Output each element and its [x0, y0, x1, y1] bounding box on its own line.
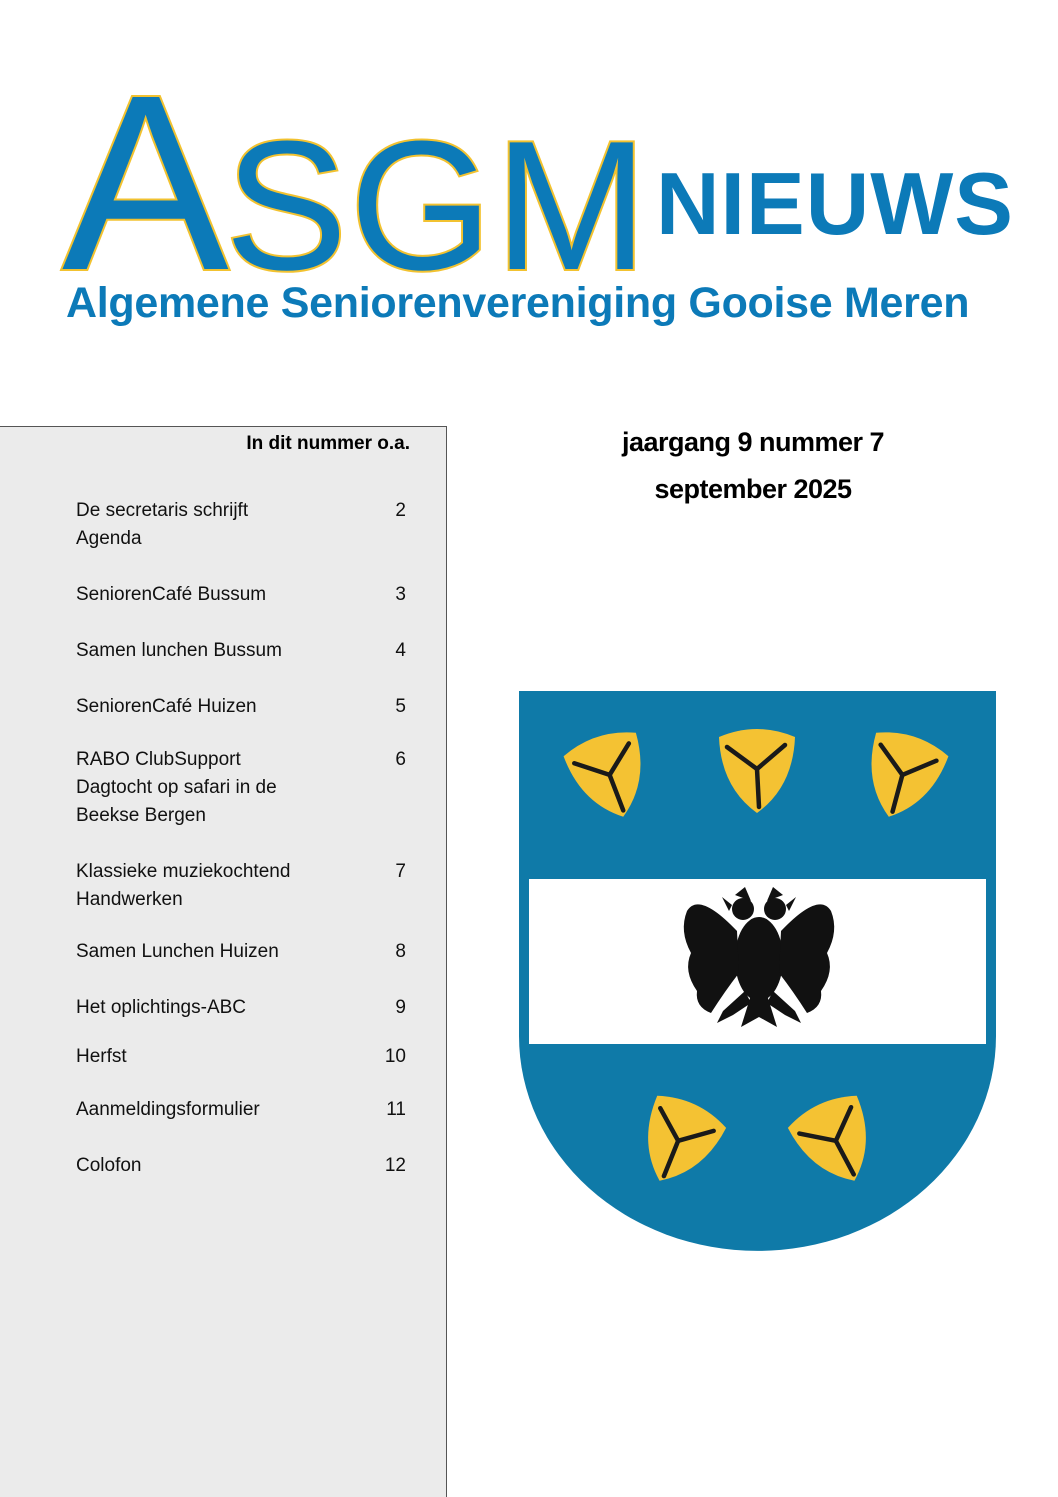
toc-entry — [76, 858, 406, 914]
toc-entry-title — [76, 693, 336, 721]
toc-entry — [76, 746, 406, 830]
issue-volume: jaargang 9 nummer 7 — [621, 427, 885, 457]
toc-entry-line: Aanmeldingsformulier — [76, 1099, 260, 1120]
logo-letter-a: A — [62, 43, 225, 322]
toc-entry-title — [76, 994, 336, 1022]
association-name: Algemene Seniorenvereniging Gooise Meren — [66, 279, 970, 327]
toc-entry-line: Het oplichtings-ABC — [76, 997, 247, 1018]
toc-heading: In dit nummer o.a. — [246, 433, 410, 454]
toc-entry — [76, 1096, 406, 1124]
toc-entry-line: Samen lunchen Bussum — [76, 640, 282, 661]
toc-entry-title — [76, 1043, 336, 1071]
toc-entry-line: Dagtocht op safari in de — [76, 777, 277, 798]
toc-entry — [76, 1152, 406, 1180]
toc-page-number: 10 — [384, 1046, 406, 1067]
toc-entry-line: Klassieke muziekochtend — [76, 861, 291, 882]
toc-page-number: 7 — [395, 861, 406, 882]
toc-entry-line: De secretaris schrijft — [76, 500, 249, 521]
toc-entry-line: Samen Lunchen Huizen — [76, 941, 279, 962]
toc-entry-title — [76, 746, 336, 830]
toc-entry — [76, 938, 406, 966]
toc-entry-line: Beekse Bergen — [76, 805, 206, 826]
logo-letters-sgm: SGM — [224, 102, 650, 308]
toc-entry — [76, 637, 406, 665]
toc-page-number: 2 — [395, 500, 406, 521]
toc-entry-title — [76, 938, 336, 966]
toc-entry — [76, 497, 406, 553]
nieuws-title: NIEUWS — [656, 154, 1014, 253]
toc-entry-line: SeniorenCafé Huizen — [76, 696, 257, 717]
toc-entry — [76, 994, 406, 1022]
masthead — [0, 0, 1058, 360]
toc-entry-title — [76, 581, 336, 609]
toc-entry-title — [76, 858, 336, 914]
toc-entry — [76, 581, 406, 609]
toc-entry-title — [76, 1096, 336, 1124]
toc-page-number: 5 — [395, 696, 406, 717]
coat-of-arms — [519, 691, 996, 1251]
toc-page-number: 9 — [395, 997, 406, 1018]
toc-entry-title — [76, 637, 336, 665]
toc-entry-line: SeniorenCafé Bussum — [76, 584, 267, 605]
toc-page-number: 12 — [384, 1155, 406, 1176]
toc-entry-title — [76, 497, 336, 553]
toc-entry — [76, 693, 406, 721]
toc-entry — [76, 1043, 406, 1071]
toc-page-number: 11 — [386, 1099, 406, 1120]
toc-entry-line: Herfst — [76, 1046, 127, 1067]
table-of-contents — [0, 426, 447, 1497]
issue-date: september 2025 — [654, 474, 852, 504]
toc-page-number: 8 — [395, 941, 406, 962]
toc-entry-line: Agenda — [76, 528, 142, 549]
toc-entry-line: RABO ClubSupport — [76, 749, 241, 770]
toc-page-number: 3 — [395, 584, 406, 605]
toc-entry-line: Colofon — [76, 1155, 142, 1176]
toc-entry-title — [76, 1152, 336, 1180]
toc-page-number: 4 — [395, 640, 406, 661]
toc-page-number: 6 — [395, 749, 406, 770]
toc-entry-line: Handwerken — [76, 889, 183, 910]
